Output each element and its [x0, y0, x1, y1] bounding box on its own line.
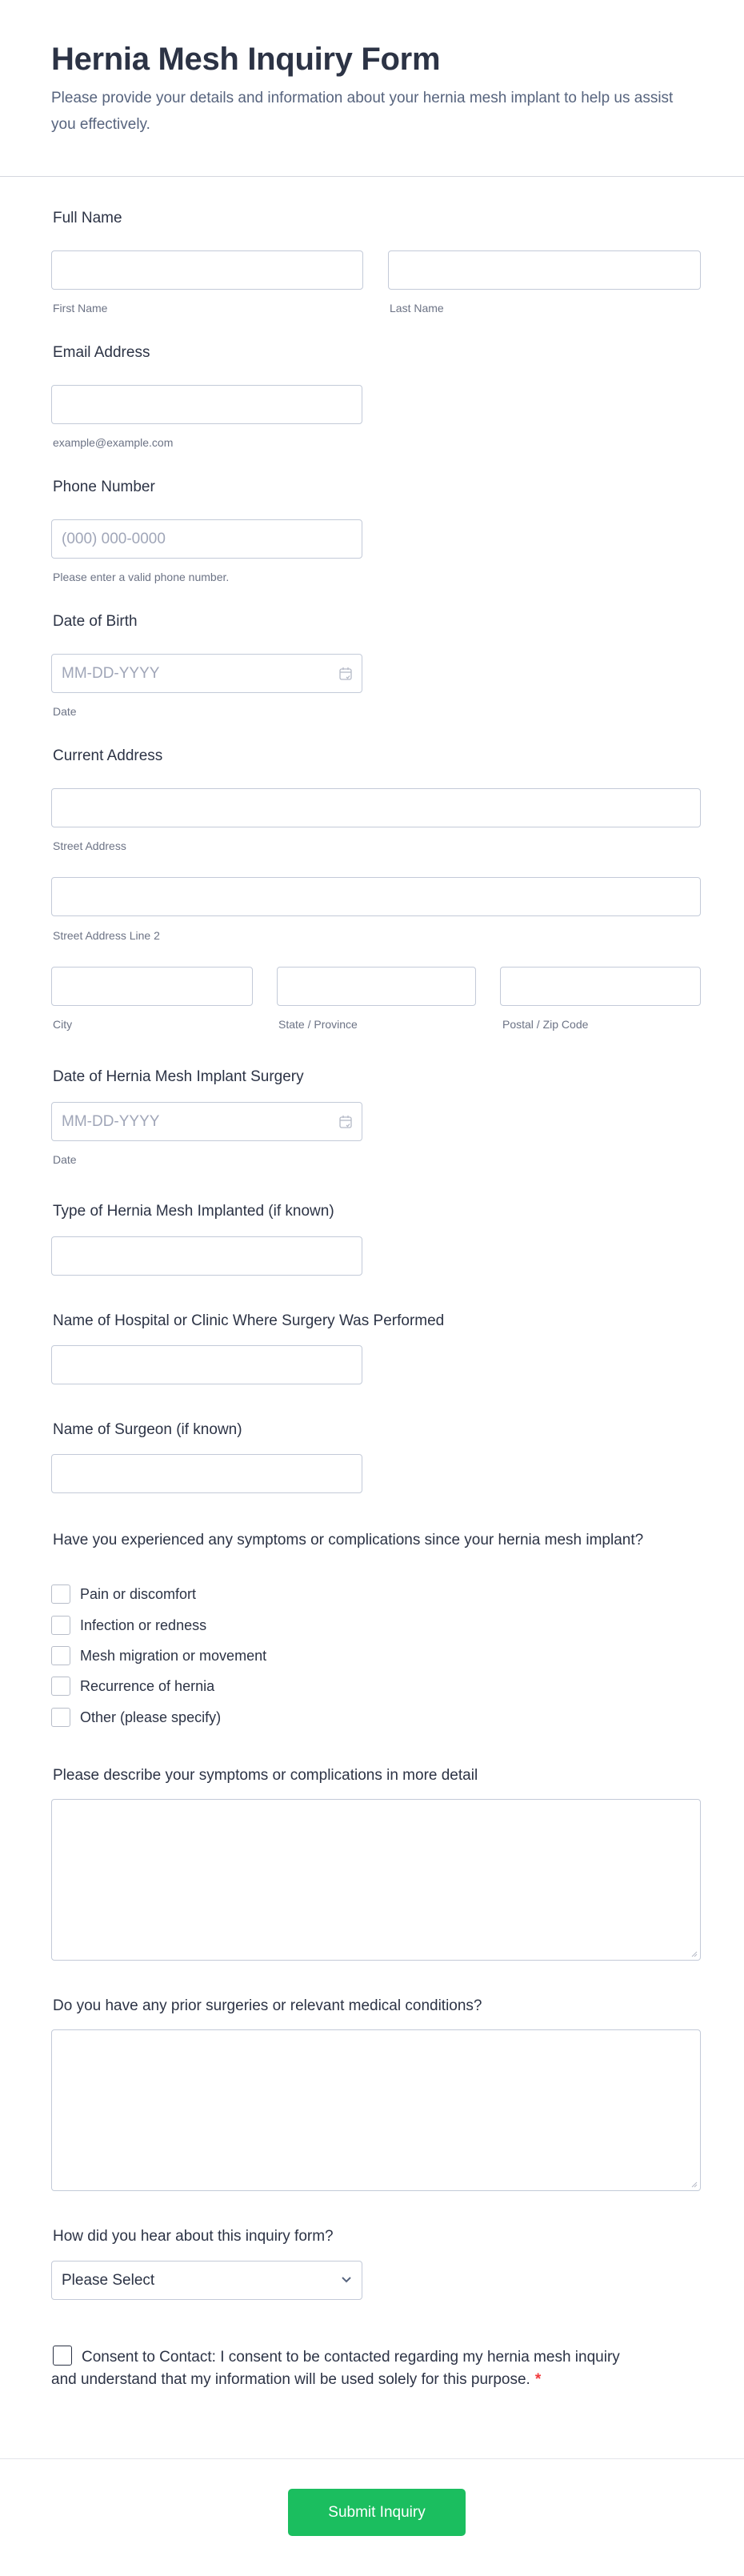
page-subtitle: Please provide your details and information about your hernia mesh implant to help us assist you effectively. [51, 90, 674, 133]
street-address-input[interactable] [51, 788, 701, 827]
surgery-date-input[interactable] [51, 1102, 362, 1141]
resize-grip-icon[interactable] [690, 2180, 698, 2188]
last-name-sublabel: Last Name [390, 302, 444, 314]
phone-placeholder: (000) 000-0000 [62, 530, 166, 547]
symptom-option-recurrence[interactable]: Recurrence of hernia [51, 1676, 214, 1697]
prior-conditions-textarea[interactable] [51, 2029, 701, 2191]
email-sublabel: example@example.com [53, 436, 174, 449]
street-address-sublabel: Street Address [53, 839, 126, 852]
surgery-date-sublabel: Date [53, 1153, 77, 1166]
zip-sublabel: Postal / Zip Code [502, 1018, 589, 1031]
first-name-input[interactable] [51, 250, 363, 290]
email-input[interactable] [51, 385, 362, 424]
submit-button[interactable]: Submit Inquiry [288, 2489, 466, 2536]
last-name-input[interactable] [388, 250, 701, 290]
checkbox[interactable] [51, 1646, 70, 1665]
hospital-input[interactable] [51, 1345, 362, 1384]
street-address-line2-sublabel: Street Address Line 2 [53, 929, 160, 942]
referral-select[interactable] [51, 2261, 362, 2300]
zip-input[interactable] [500, 967, 701, 1006]
first-name-sublabel: First Name [53, 302, 108, 314]
symptom-option-other[interactable]: Other (please specify) [51, 1707, 221, 1728]
mesh-type-input[interactable] [51, 1236, 362, 1276]
dob-input[interactable] [51, 654, 362, 693]
dob-label: Date of Birth [53, 613, 138, 630]
phone-input[interactable] [51, 519, 362, 559]
phone-sublabel: Please enter a valid phone number. [53, 571, 230, 583]
checkbox[interactable] [51, 1677, 70, 1696]
resize-grip-icon[interactable] [690, 1949, 698, 1957]
footer-divider [0, 2458, 744, 2459]
street-address-line2-input[interactable] [51, 877, 701, 916]
dob-placeholder: MM-DD-YYYY [62, 664, 160, 682]
dob-sublabel: Date [53, 705, 77, 718]
city-input[interactable] [51, 967, 253, 1006]
city-sublabel: City [53, 1018, 73, 1031]
surgeon-label: Name of Surgeon (if known) [53, 1421, 242, 1438]
required-asterisk: * [534, 2371, 542, 2388]
calendar-icon[interactable] [339, 1115, 352, 1129]
checkbox[interactable] [51, 1584, 70, 1604]
prior-conditions-label: Do you have any prior surgeries or relevant medical conditions? [53, 1997, 482, 2014]
state-sublabel: State / Province [278, 1018, 358, 1031]
email-label: Email Address [53, 344, 150, 361]
address-label: Current Address [53, 747, 163, 764]
hospital-label: Name of Hospital or Clinic Where Surgery Was Performed [53, 1312, 445, 1329]
referral-label: How did you hear about this inquiry form? [53, 2228, 334, 2245]
referral-selected-value: Please Select [62, 2271, 155, 2289]
consent-field [51, 2346, 627, 2391]
chevron-down-icon [341, 2276, 352, 2284]
symptom-detail-textarea[interactable] [51, 1799, 701, 1961]
surgery-date-label: Date of Hernia Mesh Implant Surgery [53, 1068, 304, 1085]
symptom-option-pain[interactable]: Pain or discomfort [51, 1584, 196, 1604]
full-name-label: Full Name [53, 210, 122, 226]
checkbox[interactable] [51, 1708, 70, 1727]
symptoms-label: Have you experienced any symptoms or complications since your hernia mesh implant? [53, 1532, 644, 1548]
state-input[interactable] [277, 967, 476, 1006]
surgery-date-placeholder: MM-DD-YYYY [62, 1112, 160, 1130]
consent-text: Consent to Contact: I consent to be contacted regarding my hernia mesh inquiry and understand that my information will be used solely for this purpose. [51, 2349, 620, 2388]
checkbox[interactable] [51, 1616, 70, 1635]
calendar-icon[interactable] [339, 667, 352, 681]
mesh-type-label: Type of Hernia Mesh Implanted (if known) [53, 1203, 334, 1220]
symptom-option-migration[interactable]: Mesh migration or movement [51, 1645, 266, 1666]
surgeon-input[interactable] [51, 1454, 362, 1493]
consent-checkbox[interactable] [53, 2346, 72, 2366]
form-header [0, 0, 744, 177]
page-title: Hernia Mesh Inquiry Form [51, 42, 441, 77]
symptom-option-infection[interactable]: Infection or redness [51, 1615, 206, 1636]
symptom-detail-label: Please describe your symptoms or complications in more detail [53, 1767, 478, 1784]
phone-label: Phone Number [53, 479, 155, 495]
